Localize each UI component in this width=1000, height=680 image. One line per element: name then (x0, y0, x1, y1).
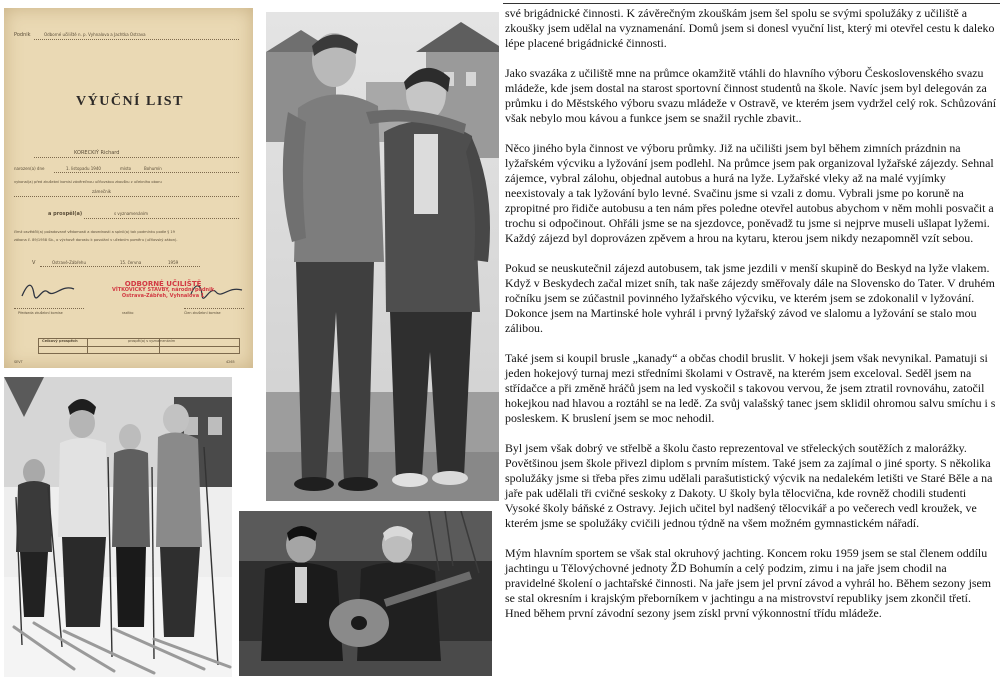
cert-label-clen: Člen zkušební komise (184, 311, 221, 315)
top-rule (503, 3, 1000, 4)
cert-label-prospel: a prospěl(a) (48, 211, 83, 217)
cert-label-misto: místo (120, 166, 132, 171)
article-paragraph-6: Byl jsem však dobrý ve střelbě a školu často reprezentoval ve střeleckých soutěžích z malorážky. Povětšinou jsem škole přivezl diplom s prvním místem. Také jsem za zajímal o jiné sporty. S několika spolužáky jsme si třeba přes zimu udělali parašutistický výcvik na nedalekém letišti ve Staré Běle a na jaře pak udělali tři cvičné seskoky z Dakoty. U školy byla tělocvična, kde rovněž chodili studenti Vysoké školy báňské z Ostravy. Jejich učitel byl nadšený tělocvikář a po večerech vedl kroužek, ve kterém jsme se spolužáky cvičili jednou týdně na všem možném gymnastickém nářadí. (505, 441, 993, 530)
article-paragraph-7: Mým hlavním sportem se však stal okruhový jachting. Koncem roku 1959 jsem se stal členem oddílu jachtingu u Tělovýchovné jednoty ŽD Bohumín a celý podzim, zimu i na jaře jsem chodil na pravidelné školení o jachtařské činnosti. Na jaře jsem jel první závod a vyhrál ho. Během sezony jsem se stal okresním i krajským přeborníkem v jachtingu a na mistrovství republiky jsem zkončil třetí. Hned během první závodní sezony jsem získl první výkonnostní třídu mládeže. (505, 546, 992, 620)
cert-text-line-2: zákona č. 89/1958 Sb., o výchově dorostu k povolání v učebním poměru (učňovský zákon). (14, 238, 178, 242)
cert-obor-value: zámečník (92, 189, 112, 194)
article-paragraph-4: Pokud se neuskutečnil zájezd autobusem, tak jsme jezdili v menší skupině do Beskyd na lyže vlakem. Když v Beskydech začal mizet sníh, tak naše zájezdy směřovaly dále na Slovensko do Tater. V druhém ročníku jsem se zúčastnil povinného lyžařského výcviku, ve kterém jsem se zdokonalil v lyžování. Dokonce jsem na Martinské hole vyhrál i prvný lyžařský závod ve slalomu a lyžování se stalo mou zálibou. (505, 261, 995, 335)
cert-prospel-value: s vyznamenáním (114, 211, 149, 216)
photo-skiers (4, 377, 232, 677)
cert-podnik-value: Odborné učiliště n. p. Vyhnalova a Jachtka Ostrava (44, 32, 146, 37)
cert-title: VÝUČNÍ LIST (76, 94, 184, 109)
cert-footer-code: SEVT (14, 360, 23, 364)
apprenticeship-certificate (4, 8, 253, 368)
cert-label-podnik: Podnik (14, 32, 31, 38)
cert-footer-num: 4265 (226, 360, 235, 364)
cert-narozen-value: 1. listopadu 1940 (66, 166, 101, 171)
cert-label-prospel-short: prospěl(a) s vyznamenáním (128, 339, 176, 343)
cert-label-celkovy: Celkový prospěch (42, 339, 78, 343)
cert-label-predseda: Předseda zkušební komise (18, 311, 63, 315)
cert-date-year: 1959 (168, 260, 179, 265)
cert-misto-value: Bohumín (144, 166, 162, 171)
article-paragraph-1: své brigádnické činnosti. K závěrečným zkouškám jsem šel spolu se svými spolužáky z učiliště a zkoušky jsem udělal na vyznamenání. Domů jsem si donesl vyuční list, který mi otevřel cestu k daleko lépe placené brigádnické činnosti. (505, 6, 995, 50)
photo-two-young-men (266, 12, 499, 501)
article-paragraph-3: Něco jiného byla činnost ve výboru průmky. Již na učilišti jsem byl během zimních prázdnin na lyžařském výcviku a lyžování jsem podlehl. Na průmce jsem pak organizoval lyžařské zájezdy. Sehnal zájemce, vybral zálohu, objednal autobus a hurá na lyže. Lyžařské vleky až na malé vyjímky neexistovaly a tak lyžování bylo levné. Svačinu jsme si vzali z domu. Vybrali jsme po koruně na zpropitné pro řidiče autobusu a ten nám přes poledne otevřel autobus abychom v něm mohli posvačit a trochu si odpočinout. Ohřáli jsme se na sjezdovce, poněvadž tu jsme si nejprve museli ušlapat lyžemi. Každý zájezd byl doprovázen zpěvem a hrou na kytaru, kterou jsem nikdy nezapomněl vzít sebou. (505, 141, 994, 245)
photo-guitar-players (239, 511, 492, 676)
school-stamp: ODBORNÉ UČILIŠTĚ VÍTKOVICKÝ STAVBY, národní podnik Ostrava-Zábřeh, Vyhnalova 1 (112, 280, 215, 299)
cert-label-v: V (32, 260, 36, 266)
article-paragraph-5: Také jsem si koupil brusle „kanady“ a občas chodil bruslit. V hokeji jsem však nevynikal. Pamatuji si jeden hokejový turnaj mezi středními školami v Ostravě, na kterém jsem exceloval. Seděl jsem na střídačce a při změně hráčů jsem na led vyskočil s takovou vervou, že jsem ztratil rovnováhu, zatočil hokejkou nad hlavou a roztáhl se na ledě. Za svůj valašský tanec jsem sklidil ohromou salvu smíchu i s posleskem. K bruslení jsem se moc nehodil. (505, 351, 996, 425)
article-text (505, 6, 998, 636)
cert-label-razitko: razítko (122, 311, 134, 315)
cert-label-vykonal: vykonal(a) před zkušební komisí závěrečnou učňovskou zkoušku z učebního oboru (14, 180, 162, 184)
cert-date-day: 15. června (120, 260, 142, 265)
signature-left (18, 280, 78, 302)
cert-name-value: KORECKIÝ Richard (74, 150, 120, 156)
cert-place-value: Ostravě-Zábřehu (52, 260, 86, 265)
cert-label-narozen: narozen(a) dne (14, 166, 45, 171)
cert-text-line-1: čímž osvědčil(a) požadované vědomosti a dovednosti a splnil(a) tak podmínku podle § 19 (14, 230, 175, 234)
article-paragraph-2: Jako svazáka z učiliště mne na průmce okamžitě vtáhli do hlavního výboru Československého svazu mládeže, kde jsem dostal na starost sportovní činnost studentů na škole. Navíc jsem byl delegován za průmku i do Městského výboru svazu mládeže v Ostravě, ve kterém jsem vydržel celý rok. Schůzování však nebylo mou kávou a funkce jsem se snažil rychle zbavit.. (505, 66, 997, 125)
